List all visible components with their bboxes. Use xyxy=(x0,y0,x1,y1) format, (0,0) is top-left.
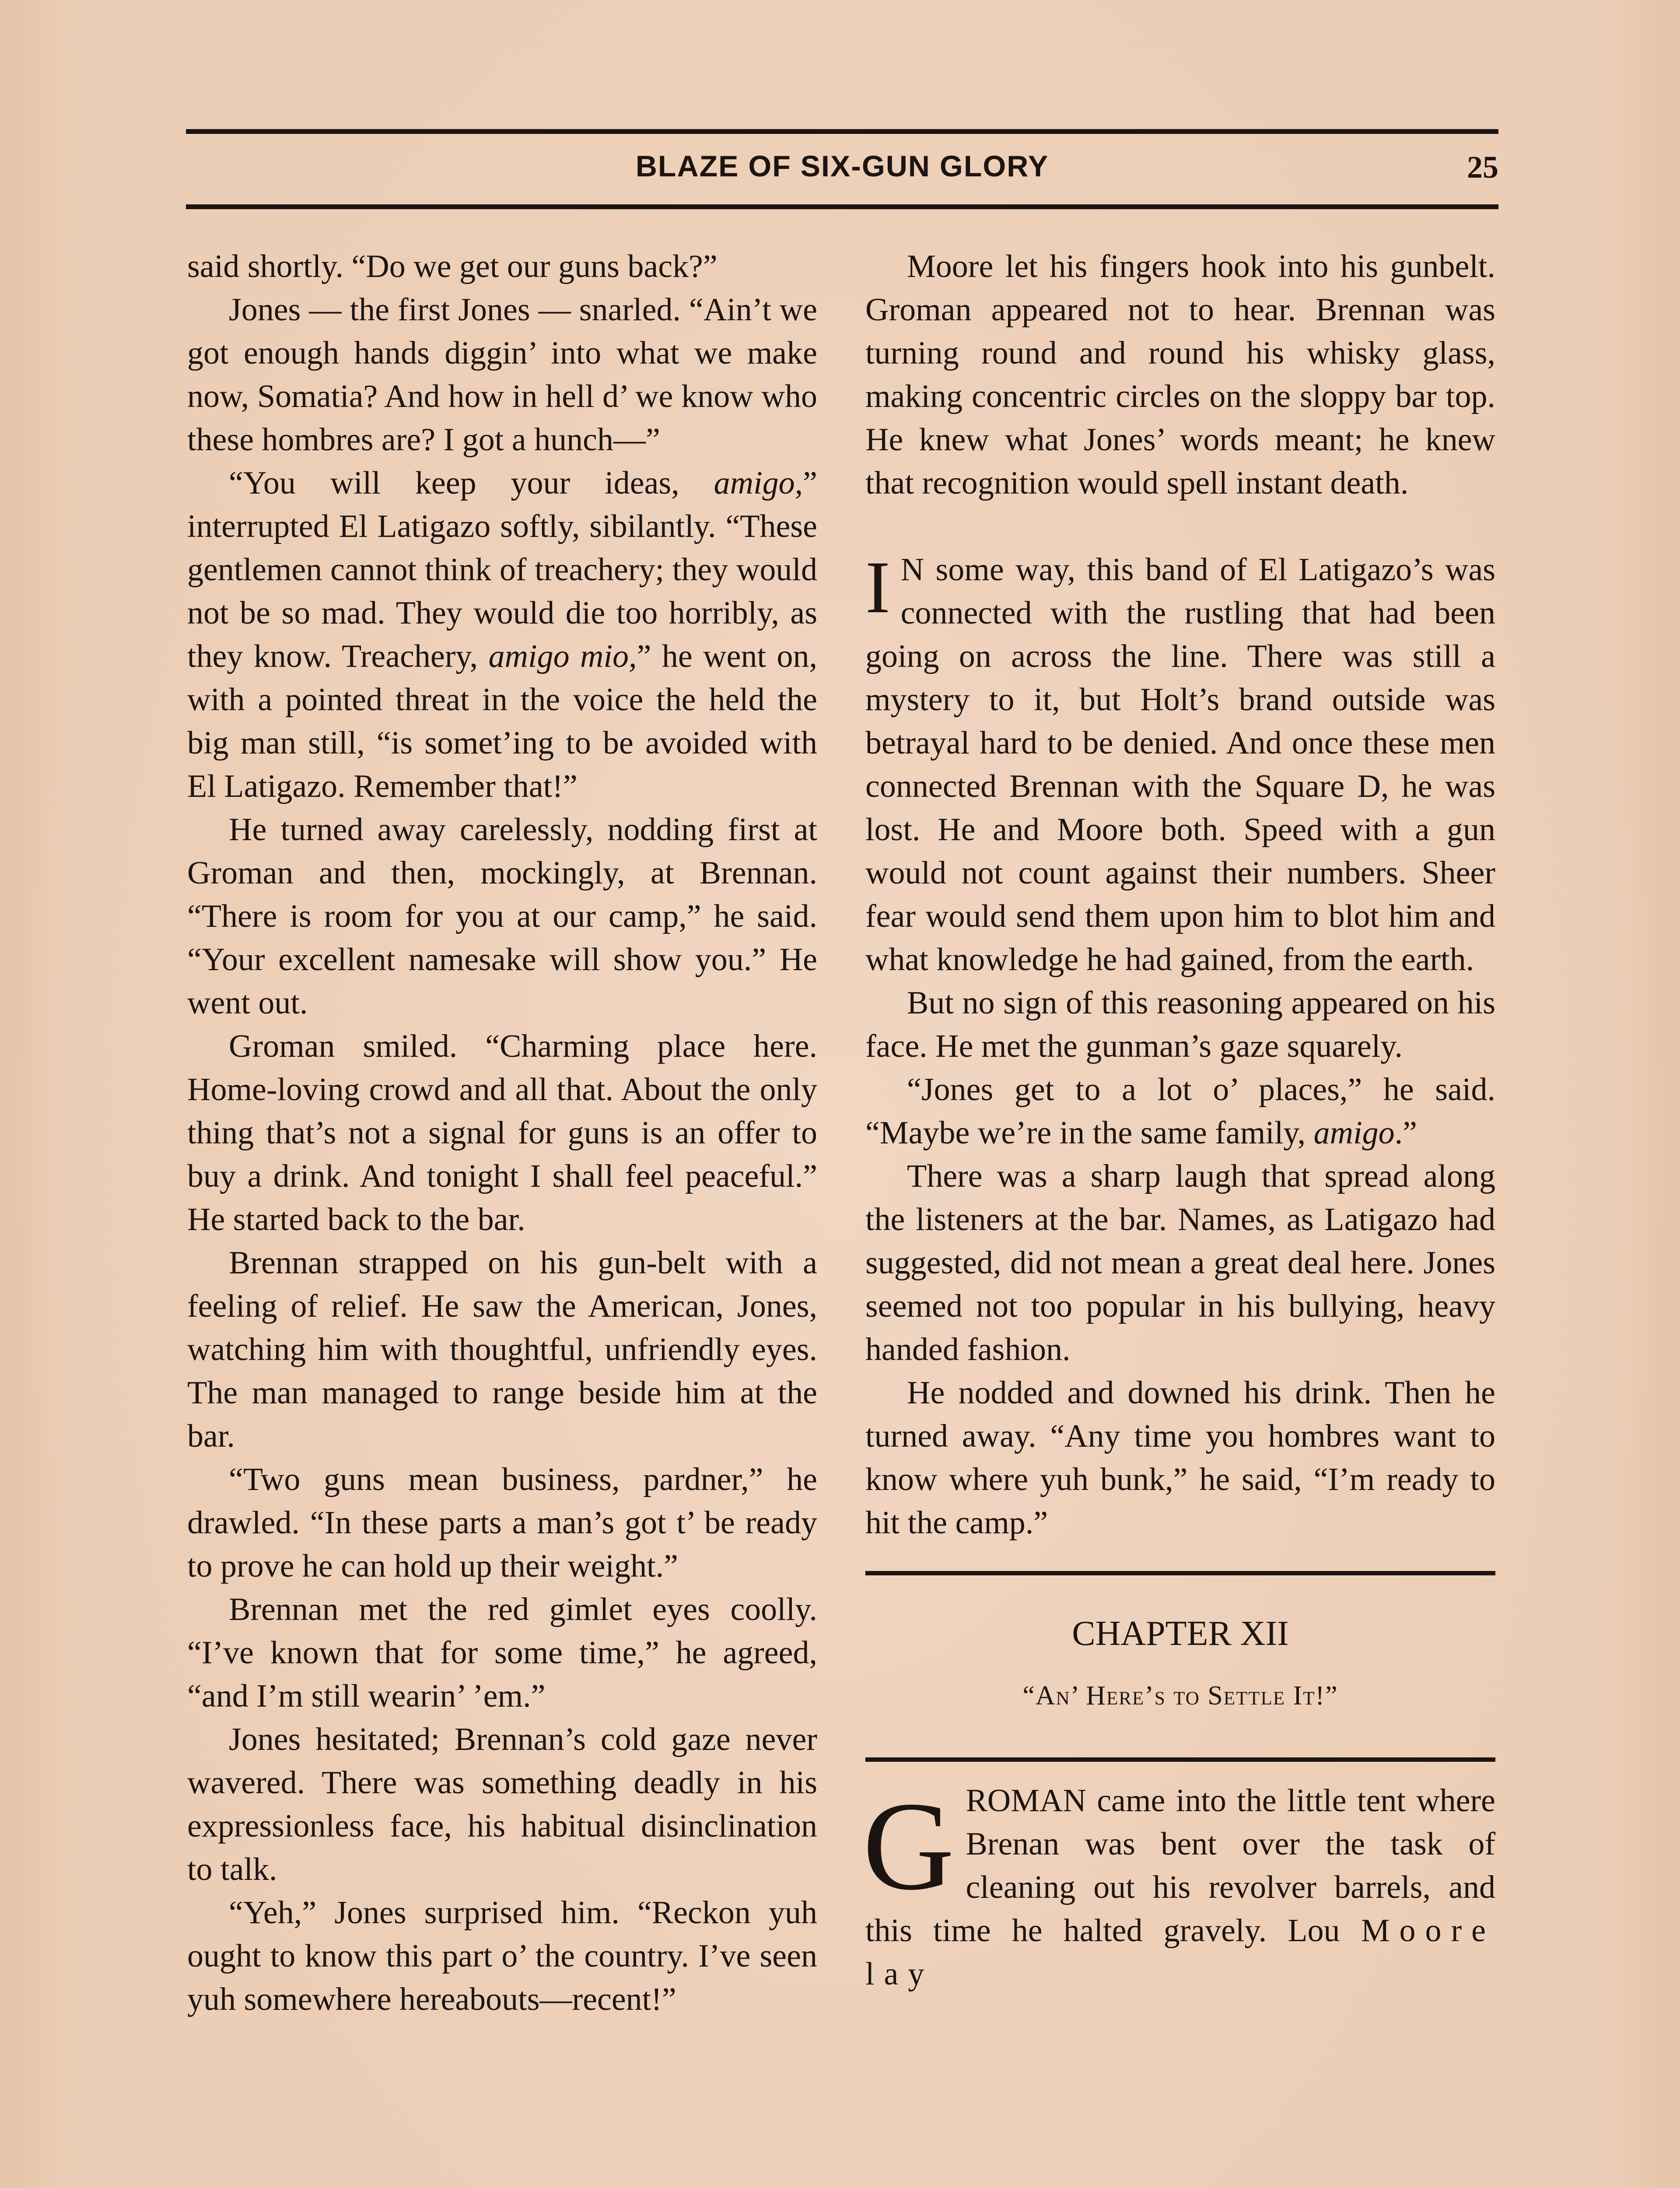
italic-text: amigo, xyxy=(714,465,803,501)
paragraph: Brennan met the red gimlet eyes coolly. “I’ve known that for some time,” he agreed, “and I’m still wearin’ ’em.” xyxy=(187,1592,817,1714)
text-run: ” interrupted El Latigazo softly, sibilantly. “These gentlemen cannot think of treachery; they would not be so mad. They would die too horribly, as they know. Treachery, xyxy=(187,465,817,674)
header-top-rule xyxy=(186,129,1498,134)
text-run: came into the little tent where Brenan was bent over the task of cleaning out his revolver barrels, and this time he halted gravely. Lou xyxy=(865,1783,1495,1949)
chapter-bottom-rule xyxy=(865,1757,1495,1762)
paragraph: Groman smiled. “Charming place here. Home-loving crowd and all that. About the only thing that’s not a signal for guns is an offer to buy a drink. And tonight I shall feel peaceful.” He started back to the bar. xyxy=(187,1028,817,1238)
paragraph xyxy=(187,462,817,808)
paragraph: There was a sharp laugh that spread along the listeners at the bar. Names, as Latigazo had suggested, did not mean a great deal here. Jones seemed not too popular in his bullying, heavy handed fashion. xyxy=(865,1158,1495,1368)
text-run: “You will keep your ideas, xyxy=(229,465,714,501)
drop-cap: I xyxy=(865,546,890,628)
paragraph: He nodded and downed his drink. Then he turned away. “Any time you hombres want to know where yuh bunk,” he said, “I’m ready to hit the camp.” xyxy=(865,1375,1495,1541)
text-run: some way, this band of El Latigazo’s was connected with the rustling that had been going on across the line. There was still a mystery to it, but Holt’s brand outside was betrayal hard to be denied. And once these men connected Brennan with the Square D, he was lost. He and Moore both. Speed with a gun would not count against their numbers. Sheer fear would send them upon him to blot him and what knowledge he had gained, from the earth. xyxy=(865,552,1495,978)
section-break xyxy=(865,505,1495,548)
paragraph: “Yeh,” Jones surprised him. “Reckon yuh ought to know this part o’ the country. I’ve seen yuh somewhere hereabouts—recent!” xyxy=(187,1895,817,2017)
paragraph: But no sign of this reasoning appeared on his face. He met the gunman’s gaze squarely. xyxy=(865,985,1495,1064)
right-column xyxy=(865,245,1495,1996)
header-bottom-rule xyxy=(186,204,1498,209)
lead-in: N xyxy=(900,552,924,588)
chapter-heading-block xyxy=(865,1575,1495,1757)
lead-in: ROMAN xyxy=(966,1783,1086,1819)
text-run: ” he went on, with a pointed threat in the voice the held the big man still, “is somet’ing to be avoided with El Latigazo. Remember that!” xyxy=(187,638,817,804)
paragraph: Jones hesitated; Brennan’s cold gaze never wavered. There was something deadly in his expressionless face, his habitual disinclination to talk. xyxy=(187,1722,817,1887)
running-title: BLAZE OF SIX-GUN GLORY xyxy=(635,150,1049,183)
paragraph: Brennan strapped on his gun-belt with a feeling of relief. He saw the American, Jones, watching him with thoughtful, unfriendly eyes. The man managed to range beside him at the bar. xyxy=(187,1245,817,1454)
drop-cap: G xyxy=(863,1776,955,1916)
paragraph: said shortly. “Do we get our guns back?” xyxy=(187,249,718,284)
page-number: 25 xyxy=(1467,150,1498,185)
paragraph: He turned away carelessly, nodding first at Groman and then, mockingly, at Brennan. “There is room for you at our camp,” he said. “Your excellent namesake will show you.” He went out. xyxy=(187,812,817,1021)
text-run: “Jones get to a lot o’ places,” he said. “Maybe we’re in the same family, xyxy=(865,1072,1495,1151)
paragraph-with-initial xyxy=(863,1776,1495,1996)
paragraph xyxy=(865,1068,1495,1155)
paragraph: Jones — the first Jones — snarled. “Ain’t we got enough hands diggin’ into what we make now, Somatia? And how in hell d’ we know who these hombres are? I got a hunch—” xyxy=(187,292,817,458)
chapter-subtitle: “An’ Here’s to Settle It!” xyxy=(1022,1681,1338,1711)
spaced-text: Moore lay xyxy=(865,1913,1495,1992)
page-header xyxy=(186,129,1498,214)
paragraph: “Two guns mean business, pardner,” he drawled. “In these parts a man’s got t’ be ready to prove he can hold up their weight.” xyxy=(187,1462,817,1584)
italic-text: amigo mio, xyxy=(488,638,637,674)
chapter-top-rule xyxy=(865,1571,1495,1575)
chapter-heading: CHAPTER XII xyxy=(1072,1614,1289,1653)
italic-text: amigo xyxy=(1313,1115,1395,1151)
paragraph: Moore let his fingers hook into his gunbelt. Groman appeared not to hear. Brennan was turning round and round his whisky glass, making concentric circles on the sloppy bar top. He knew what Jones’ words meant; he knew that recognition would spell instant death. xyxy=(865,249,1495,501)
left-column xyxy=(187,245,817,2021)
paragraph-with-initial xyxy=(865,548,1495,982)
text-run: .” xyxy=(1394,1115,1417,1151)
